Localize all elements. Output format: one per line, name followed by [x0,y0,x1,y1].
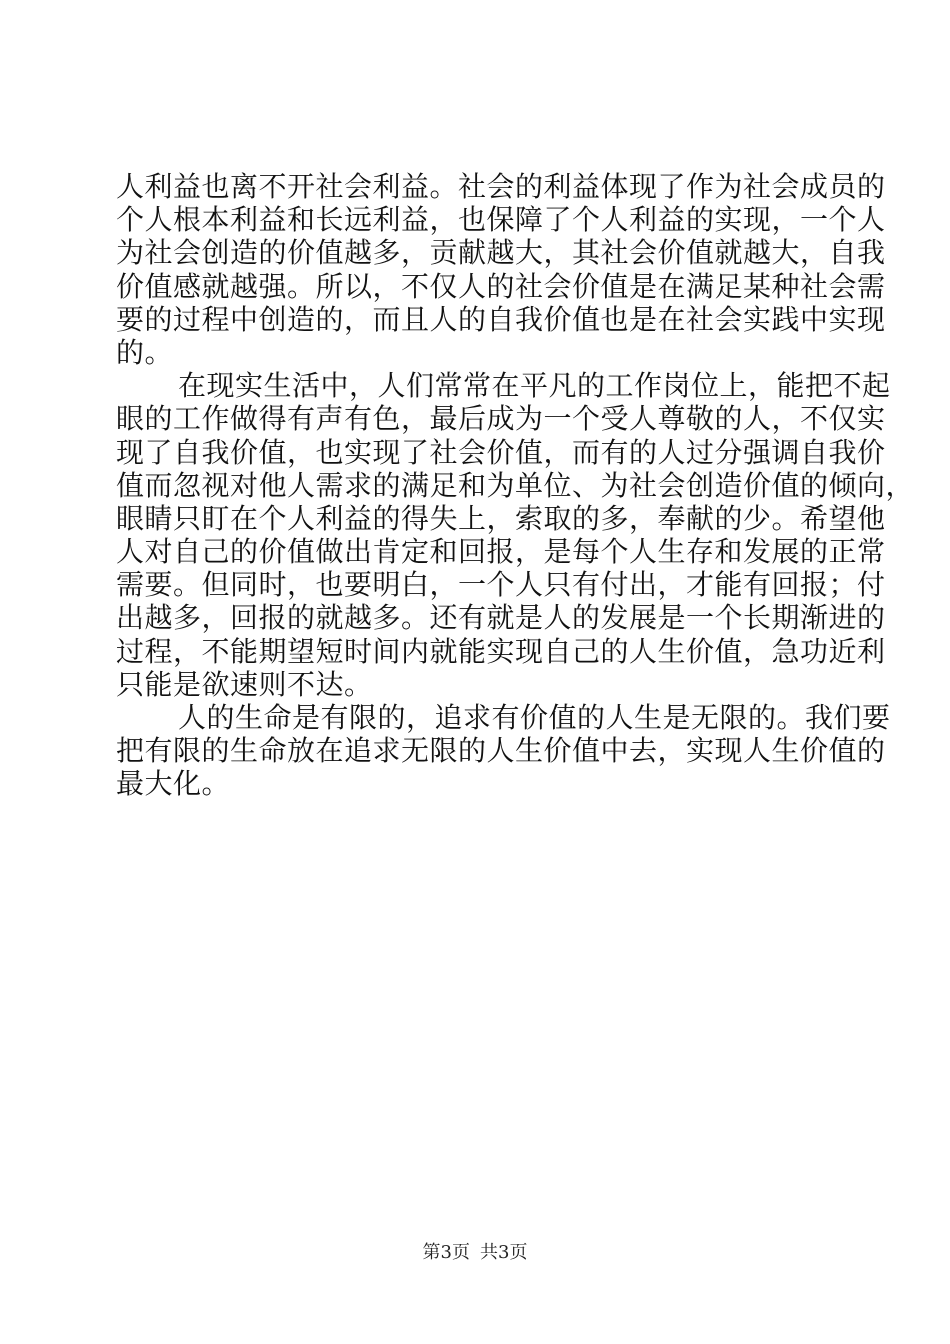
text-line: 眼睛只盯在个人利益的得失上，索取的多，奉献的少。希望他 [116,501,886,535]
text-line: 人的生命是有限的，追求有价值的人生是无限的。我们要 [178,701,891,734]
paragraph [116,170,886,369]
text-line: 值而忽视对他人需求的满足和为单位、为社会创造价值的倾向， [116,468,915,502]
text-line: 个人根本利益和长远利益，也保障了个人利益的实现，一个人 [116,203,886,237]
paragraph [116,701,891,801]
text-line: 现了自我价值，也实现了社会价值，而有的人过分强调自我价 [116,435,886,469]
text-line: 出越多，回报的就越多。还有就是人的发展是一个长期渐进的 [116,601,886,635]
page-footer [0,1241,950,1265]
paragraph [116,369,915,701]
page-total: 共3页 [480,1242,528,1263]
page-number: 第3页 [422,1242,470,1263]
text-line: 为社会创造的价值越多，贡献越大，其社会价值就越大，自我 [116,236,886,270]
text-line: 要的过程中创造的，而且人的自我价值也是在社会实践中实现 [116,302,886,336]
text-line: 的。 [116,335,174,369]
text-line: 过程，不能期望短时间内就能实现自己的人生价值，急功近利 [116,634,886,668]
text-line: 眼的工作做得有声有色，最后成为一个受人尊敬的人，不仅实 [116,402,886,436]
text-line: 把有限的生命放在追求无限的人生价值中去，实现人生价值的 [116,734,886,768]
text-line: 最大化。 [116,767,231,801]
text-line: 价值感就越强。所以，不仅人的社会价值是在满足某种社会需 [116,269,886,303]
text-line: 人对自己的价值做出肯定和回报，是每个人生存和发展的正常 [116,535,886,569]
text-line: 需要。但同时，也要明白，一个人只有付出，才能有回报；付 [116,568,886,602]
text-line: 在现实生活中，人们常常在平凡的工作岗位上，能把不起 [178,369,891,403]
document-body [116,170,915,801]
text-line: 人利益也离不开社会利益。社会的利益体现了作为社会成员的 [116,170,886,203]
text-line: 只能是欲速则不达。 [116,667,373,701]
